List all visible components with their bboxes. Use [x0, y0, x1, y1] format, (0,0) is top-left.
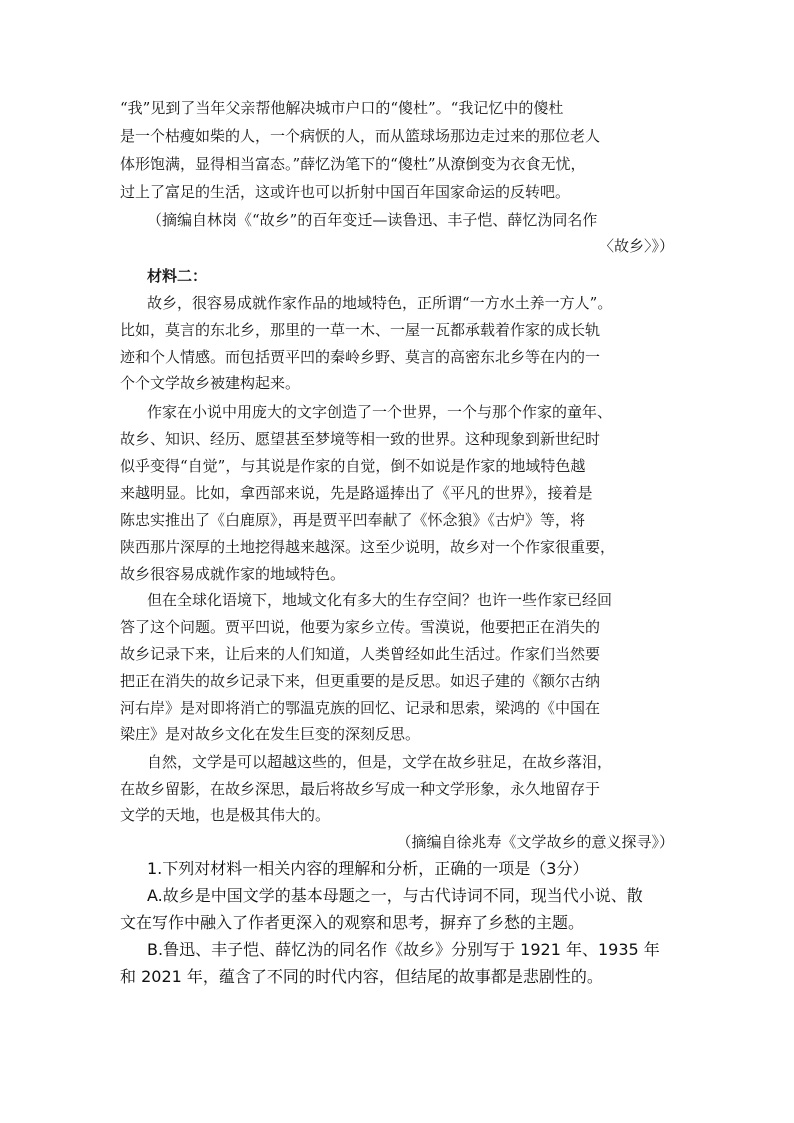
text-line: 陈忠实推出了《白鹿原》，再是贾平凹奉献了《怀念狼》《古炉》等，将: [120, 511, 586, 529]
text-line: “我”见到了当年父亲帮他解决城市户口的“傻杜”。“我记忆中的傻杜: [120, 99, 564, 117]
source-citation-1: （摘编自林岗《“故乡”的百年变迁—读鲁迅、丰子恺、薛忆沩同名作: [147, 211, 598, 229]
text-line: 比如，莫言的东北乡，那里的一草一木、一屋一瓦都承载着作家的成长轨: [120, 321, 601, 339]
text-line: 河右岸》是对即将消亡的鄂温克族的回忆、记录和思索，梁鸿的《中国在: [120, 699, 601, 717]
text-line: 文学的天地，也是极其伟大的。: [120, 806, 331, 824]
text-line: 体形饱满，显得相当富态。”薛忆沩笔下的“傻杜”从潦倒变为衣食无忧，: [120, 155, 586, 173]
question-stem: 1.下列对材料一相关内容的理解和分析，正确的一项是（3分）: [147, 859, 589, 878]
text-line: 答了这个问题。贾平凹说，他要为家乡立传。雪漠说，他要把正在消失的: [120, 618, 601, 636]
option-a-line-1: A.故乡是中国文学的基本母题之一，与古代诗词不同，现当代小说、散: [147, 886, 643, 905]
text-line: 个个文学故乡被建构起来。: [120, 374, 301, 392]
text-line: 是一个枯瘦如柴的人，一个病恹的人，而从篮球场那边走过来的那位老人: [120, 127, 601, 145]
text-line: 故乡、知识、经历、愿望甚至梦境等相一致的世界。这种现象到新世纪时: [120, 430, 601, 448]
text-line: 把正在消失的故乡记录下来，但更重要的是反思。如迟子建的《额尔古纳: [120, 672, 601, 690]
text-line: 迹和个人情感。而包括贾平凹的秦岭乡野、莫言的高密东北乡等在内的一: [120, 348, 601, 366]
text-line: 但在全球化语境下，地域文化有多大的生存空间？也许一些作家已经回: [147, 591, 613, 609]
text-line: 陕西那片深厚的土地挖得越来越深。这至少说明，故乡对一个作家很重要，: [120, 538, 616, 556]
text-line: 故乡记录下来，让后来的人们知道，人类曾经如此生活过。作家们当然要: [120, 645, 601, 663]
option-a-line-2: 文在写作中融入了作者更深入的观察和思考，摒弃了乡愁的主题。: [120, 913, 585, 932]
text-line: 故乡，很容易成就作家作品的地域特色，正所谓“一方水土养一方人”。: [147, 294, 613, 312]
text-line: 梁庄》是对故乡文化在发生巨变的深刻反思。: [120, 725, 421, 743]
option-b-line-1: B.鲁迅、丰子恺、薛忆沩的同名作《故乡》分别写于 1921 年、1935 年: [147, 940, 660, 959]
section-heading-material-2: 材料二：: [147, 267, 208, 285]
text-line: 作家在小说中用庞大的文字创造了一个世界，一个与那个作家的童年、: [147, 403, 613, 421]
text-line: 在故乡留影，在故乡深思，最后将故乡写成一种文学形象，永久地留存于: [120, 780, 601, 798]
text-line: 故乡很容易成就作家的地域特色。: [120, 565, 346, 583]
text-line: 来越明显。比如，拿西部来说，先是路遥捧出了《平凡的世界》，接着是: [120, 484, 593, 502]
source-citation-1-cont: 〈故乡〉》）: [598, 237, 674, 255]
text-line: 自然，文学是可以超越这些的，但是，文学在故乡驻足，在故乡落泪，: [147, 753, 613, 771]
text-line: 似乎变得“自觉”，与其说是作家的自觉，倒不如说是作家的地域特色越: [120, 457, 586, 475]
text-line: 过上了富足的生活，这或许也可以折射中国百年国家命运的反转吧。: [120, 183, 571, 201]
source-citation-2: （摘编自徐兆寿《文学故乡的意义探寻》）: [396, 833, 674, 851]
option-b-line-2: 和 2021 年，蕴含了不同的时代内容，但结尾的故事都是悲剧性的。: [120, 967, 603, 986]
